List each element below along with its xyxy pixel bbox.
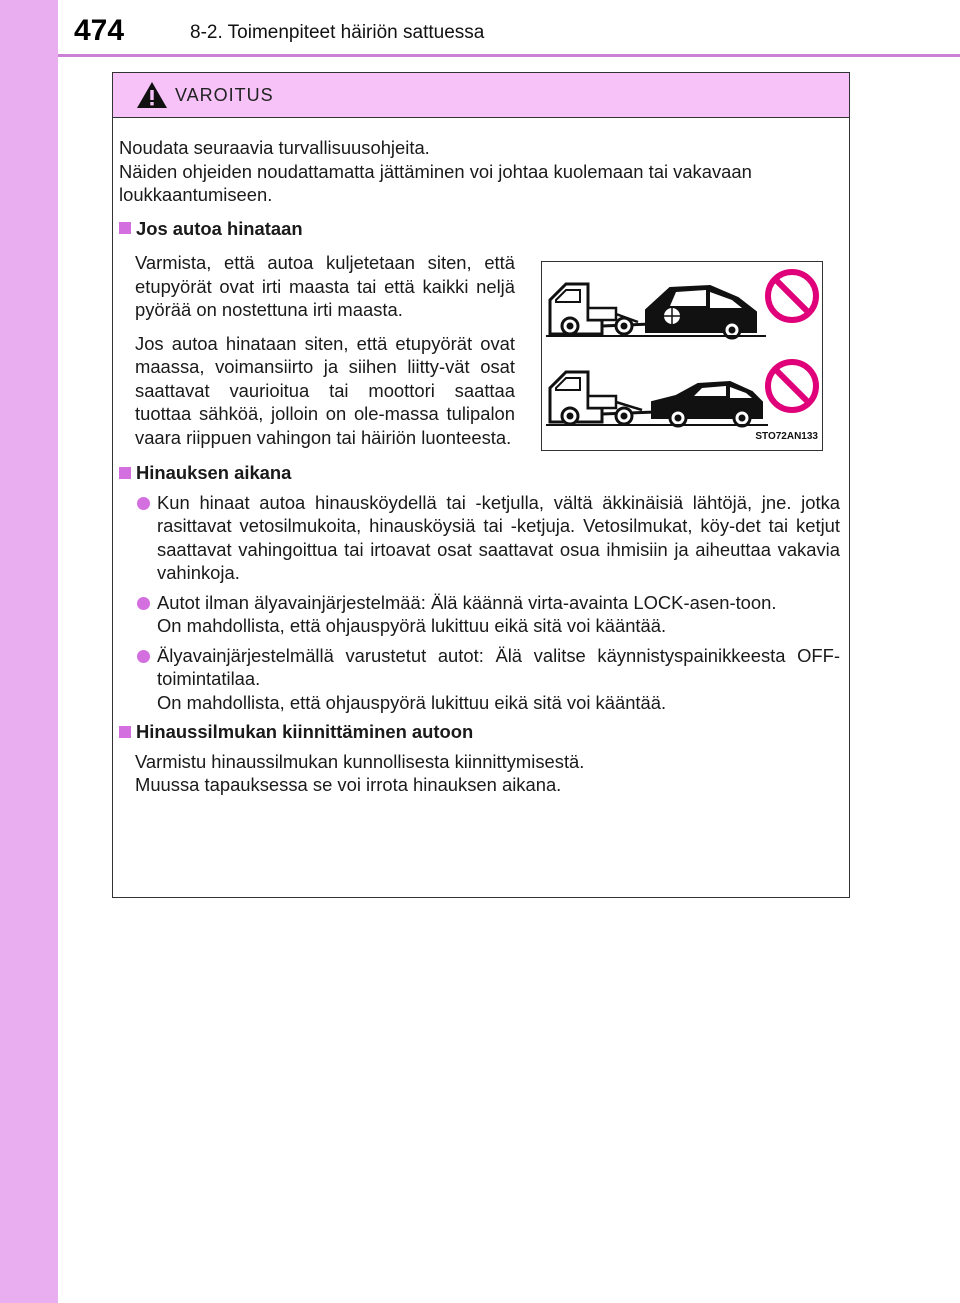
towing-heading-text: Jos autoa hinataan (136, 217, 303, 239)
list-item-text: Kun hinaat autoa hinausköydellä tai -ketjulla, vältä äkkinäisiä lähtöjä, jne. jotka rasittavat vetosilmukoita, hinausköysiä tai -ketjuja. Vetosilmukat, köy-det tai ketjut saattavat vahingoittua tai irtoavat osat saattavat osua ihmisiin ja aiheuttaa vakavia vahinkoja. (157, 491, 840, 583)
tow-truck-front-wheels-down (546, 284, 766, 338)
eyelet-line: Varmistu hinaussilmukan kunnollisesta kiinnittymisestä. (135, 750, 585, 772)
warning-body (113, 118, 849, 797)
warning-intro (119, 136, 840, 207)
warning-box (112, 72, 850, 898)
round-bullet-icon (137, 650, 150, 663)
chapter-side-tab (0, 0, 58, 1303)
eyelet-heading-text: Hinaussilmukan kiinnittäminen autoon (136, 721, 474, 742)
prohibited-sign-icon (768, 272, 816, 320)
tow-truck-all-wheels-down (546, 372, 768, 426)
square-bullet-icon (119, 467, 131, 479)
towing-section (119, 251, 840, 459)
towing-illustration (541, 261, 823, 451)
list-item-text: On mahdollista, että ohjauspyörä lukittuu eikä sitä voi kääntää. (157, 615, 667, 636)
intro-line: Noudata seuraavia turvallisuusohjeita. (119, 137, 430, 158)
list-item (135, 491, 840, 585)
section-title: 8-2. Toimenpiteet häiriön sattuessa (190, 22, 485, 43)
square-bullet-icon (119, 222, 131, 234)
warning-title: VAROITUS (175, 84, 274, 105)
during-towing-list (135, 491, 840, 715)
list-item-text: On mahdollista, että ohjauspyörä lukittuu eikä sitä voi kääntää. (157, 691, 667, 713)
page-number: 474 (74, 14, 125, 47)
prohibited-sign-icon (768, 362, 816, 410)
tow-truck-illustration (542, 262, 822, 450)
eyelet-heading (119, 720, 840, 744)
intro-line: Näiden ohjeiden noudattamatta jättäminen voi johtaa kuolemaan tai vakavaan loukkaantumiseen. (119, 160, 752, 205)
towing-heading (119, 217, 840, 241)
square-bullet-icon (119, 726, 131, 738)
towing-paragraph: Varmista, että autoa kuljetetaan siten, että etupyörät ovat irti maasta tai että kaikki neljä pyörää on nostettuna irti maasta. (135, 252, 515, 320)
warning-header (113, 73, 849, 118)
towing-text (135, 251, 515, 459)
towing-paragraph: Jos autoa hinataan siten, että etupyörät ovat maassa, voimansiirto ja siihen liitty-vät osat saattavat vaurioitua tai moottori saattaa tuottaa sähköä, jolloin on ole-massa tulipalon vaara riippuen vahingon tai häiriön luonteesta. (135, 332, 515, 448)
list-item (135, 644, 840, 715)
list-item-text: Älyavainjärjestelmällä varustetut autot: Älä valitse käynnistyspainikkeesta OFF-toimintatilaa. (157, 644, 840, 689)
round-bullet-icon (137, 497, 150, 510)
warning-triangle-icon (135, 80, 169, 110)
header-rule (58, 54, 960, 57)
eyelet-text (135, 750, 840, 797)
figure-code: STO72AN133 (755, 430, 818, 442)
list-item (135, 591, 840, 638)
during-towing-heading (119, 461, 840, 485)
round-bullet-icon (137, 597, 150, 610)
eyelet-line: Muussa tapauksessa se voi irrota hinauksen aikana. (135, 774, 562, 795)
during-towing-heading-text: Hinauksen aikana (136, 462, 292, 483)
list-item-text: Autot ilman älyavainjärjestelmää: Älä käännä virta-avainta LOCK-asen-toon. (157, 591, 777, 613)
